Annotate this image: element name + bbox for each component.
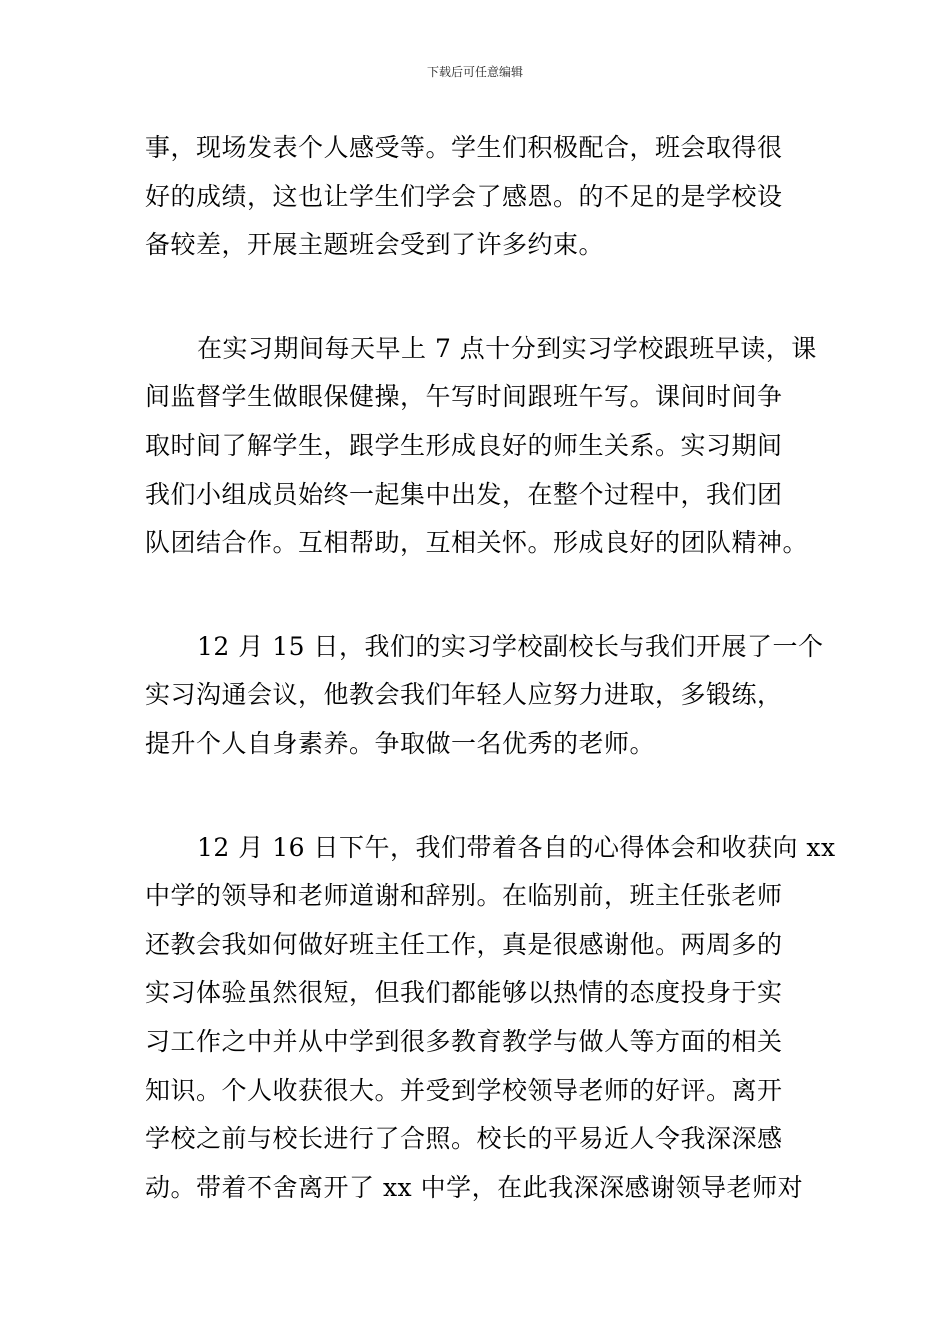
paragraph-line: 知识。个人收获很大。并受到学校领导老师的好评。离开 [145,1075,783,1105]
paragraph-4 [145,824,836,1213]
paragraph-line: 学校之前与校长进行了合照。校长的平易近人令我深深感 [145,1124,783,1154]
paragraph-line: 实习沟通会议，他教会我们年轻人应努力进取，多锻练， [145,680,783,710]
paragraph-2 [145,325,815,568]
paragraph-line: 好的成绩，这也让学生们学会了感恩。的不足的是学校设 [145,181,783,211]
paragraph-line: 提升个人自身素养。争取做一名优秀的老师。 [145,728,656,758]
paragraph-gap [145,270,815,325]
paragraph-line: 实习体验虽然很短，但我们都能够以热情的态度投身于实 [145,978,783,1008]
document-body [145,124,836,1212]
paragraph-line: 我们小组成员始终一起集中出发，在整个过程中，我们团 [145,479,783,509]
paragraph-line: 中学的领导和老师道谢和辞别。在临别前，班主任张老师 [145,881,783,911]
paragraph-line: 在实习期间每天早上 7 点十分到实习学校跟班早读，课 [197,333,817,363]
paragraph-line: 还教会我如何做好班主任工作，真是很感谢他。两周多的 [145,929,783,959]
paragraph-line: 事，现场发表个人感受等。学生们积极配合，班会取得很 [145,133,783,162]
paragraph-line: 动。带着不舍离开了 xx 中学，在此我深深感谢领导老师对 [145,1172,804,1202]
paragraph-line: 12 月 15 日，我们的实习学校副校长与我们开展了一个 [197,631,824,661]
paragraph-line: 习工作之中并从中学到很多教育教学与做人等方面的相关 [145,1026,783,1056]
paragraph-gap [145,568,815,623]
paragraph-line: 队团结合作。互相帮助，互相关怀。形成良好的团队精神。 [145,528,809,558]
paragraph-gap [145,769,815,824]
header-note: 下载后可任意编辑 [426,65,523,79]
paragraph-line: 12 月 16 日下午，我们带着各自的心得体会和收获向 xx [197,832,836,862]
paragraph-line: 间监督学生做眼保健操，午写时间跟班午写。课间时间争 [145,382,783,412]
paragraph-line: 备较差，开展主题班会受到了许多约束。 [145,230,605,260]
paragraph-1 [145,124,815,270]
paragraph-line: 取时间了解学生，跟学生形成良好的师生关系。实习期间 [145,430,783,460]
paragraph-3 [145,623,824,769]
